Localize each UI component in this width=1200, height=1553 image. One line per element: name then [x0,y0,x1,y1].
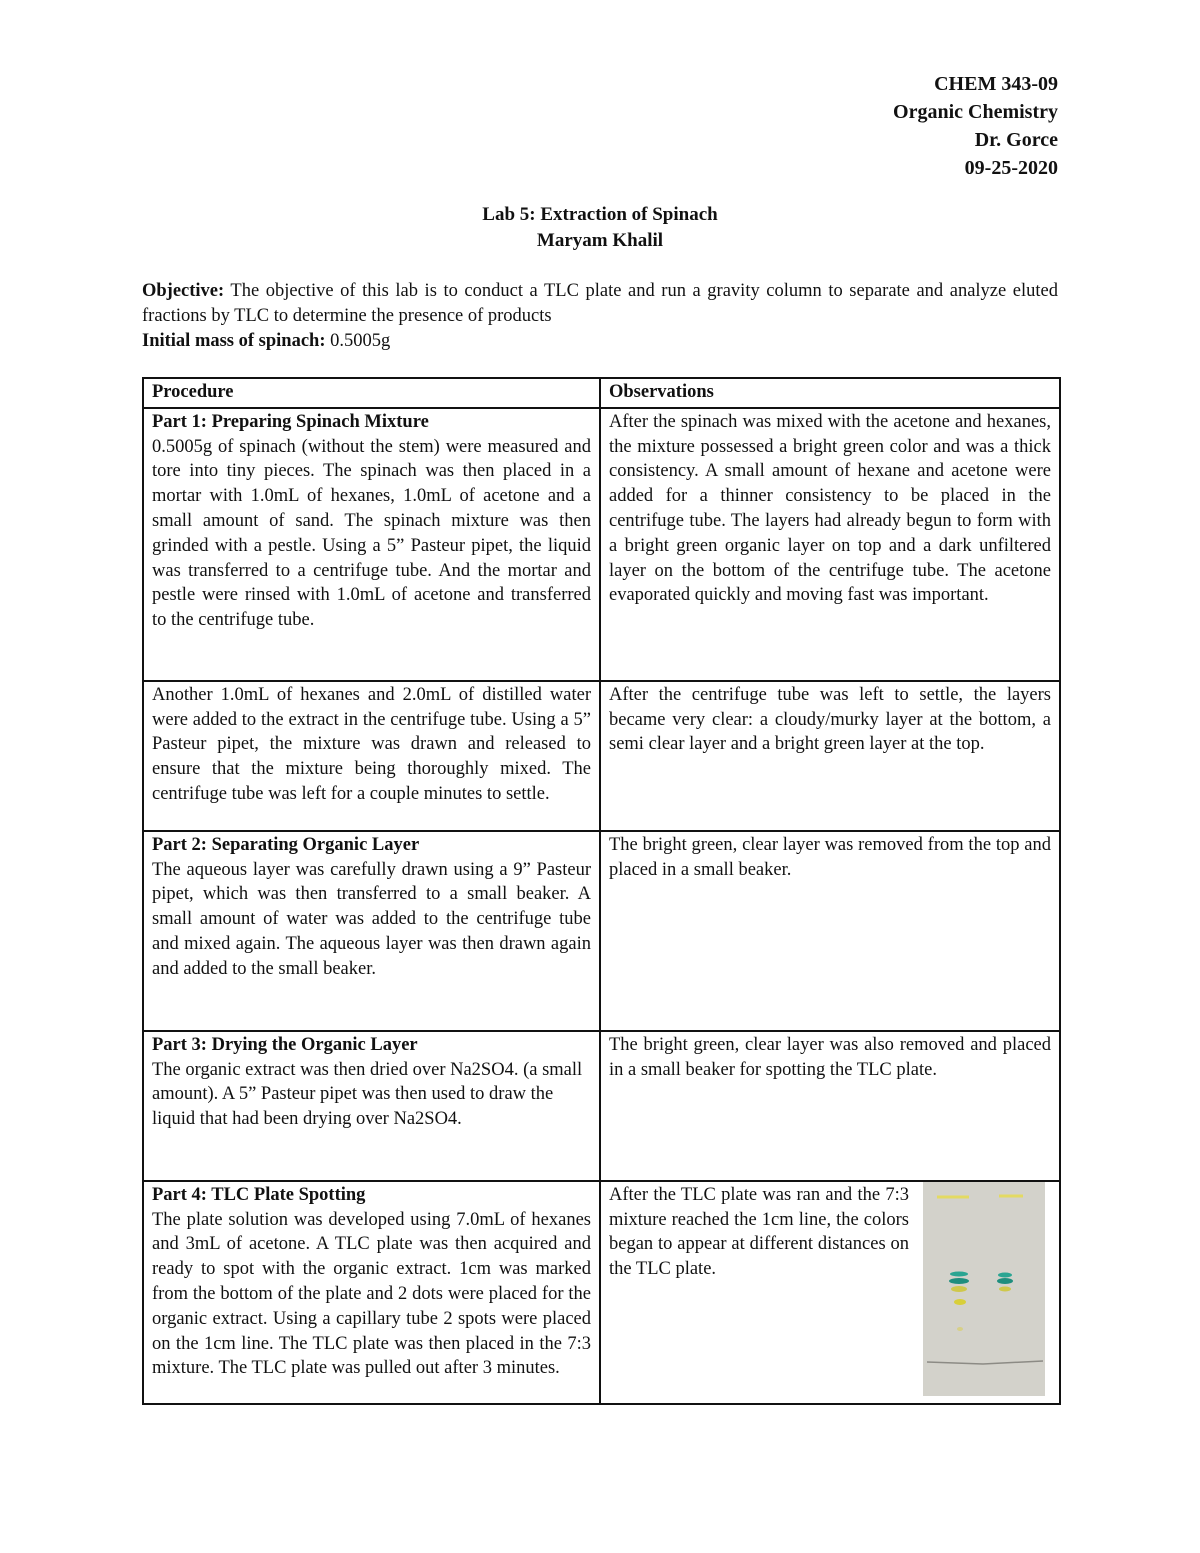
table-row [143,1181,1060,1404]
table-row [143,408,1060,681]
procedure-text: The organic extract was then dried over Na2SO4. (a small amount). A 5” Pasteur pipet was then used to draw the liquid that had been drying over Na2SO4. [152,1059,583,1130]
observation-text: After the spinach was mixed with the acetone and hexanes, the mixture possessed a bright green color and was a thick consistency. A small amount of hexane and acetone were added for a thinner consistency to be placed in the centrifuge tube. The layers had already begun to form with a bright green organic layer on top and a dark unfiltered layer on the bottom of the centrifuge tube. The acetone evaporated quickly and moving fast was important. [609,411,1051,606]
left-spot-middle-band [949,1278,969,1284]
observation-text: After the centrifuge tube was left to settle, the layers became very clear: a cloudy/murky layer at the bottom, a semi clear layer and a bright green layer at the top. [609,684,1051,755]
table-row [143,681,1060,831]
procedure-text: The plate solution was developed using 7.0mL of hexanes and 3mL of acetone. A TLC plate was then acquired and ready to spot with the organic extract. 1cm was marked from the bottom of the plate and 2 dots were placed for the organic extract. Using a capillary tube 2 spots were placed on the 1cm line. The TLC plate was then placed in the 7:3 mixture. The TLC plate was pulled out after 3 minutes. [152,1209,591,1379]
part-title: Part 1: Preparing Spinach Mixture [152,411,429,432]
procedure-column-header: Procedure [143,378,600,408]
procedure-text: Another 1.0mL of hexanes and 2.0mL of distilled water were added to the extract in the centrifuge tube. Using a 5” Pasteur pipet, the mixture was drawn and released to ensure that the mixture being thoroughly mixed. The centrifuge tube was left for a couple minutes to settle. [152,684,591,804]
lab-title-block [0,202,1200,254]
initial-mass-line [142,329,1058,354]
report-date: 09-25-2020 [964,157,1058,179]
table-row [143,1031,1060,1181]
observations-column-header: Observations [600,378,1060,408]
tlc-plate-photo [923,1182,1045,1396]
lab-title: Lab 5: Extraction of Spinach [482,204,718,225]
observation-text: After the TLC plate was ran and the 7:3 mixture reached the 1cm line, the colors began to appear at different distances on the TLC plate. [609,1184,909,1280]
left-spot-lower-band [954,1299,966,1305]
procedure-text: 0.5005g of spinach (without the stem) were measured and tore into tiny pieces. The spinach was then placed in a mortar with 1.0mL of hexanes, 1.0mL of acetone and a small amount of sand. The spinach mixture was then grinded with a pestle. Using a 5” Pasteur pipet, the liquid was transferred to a centrifuge tube. And the mortar and pestle were rinsed with 1.0mL of acetone and transferred to the centrifuge tube. [152,436,591,631]
initial-mass-label: Initial mass of spinach: [142,331,326,351]
observation-cell [600,681,1060,831]
author-name: Maryam Khalil [536,230,664,251]
procedure-cell [143,408,600,681]
procedure-cell [143,1031,600,1181]
observation-text: The bright green, clear layer was removed from the top and placed in a small beaker. [609,834,1051,880]
objective-paragraph [142,279,1058,329]
initial-mass-value: 0.5005g [325,331,391,351]
procedure-text: The aqueous layer was carefully drawn using a 9” Pasteur pipet, which was then transferred to a small beaker. A small amount of water was added to the centrifuge tube and mixed again. The aqueous layer was then drawn again and added to the small beaker. [152,859,591,979]
procedure-cell [143,1181,600,1404]
observation-cell [600,831,1060,1031]
left-spot-top-band [950,1271,968,1276]
document-header [893,70,1058,182]
part-title: Part 4: TLC Plate Spotting [152,1184,366,1205]
procedure-cell [143,831,600,1031]
course-code: CHEM 343-09 [934,73,1058,95]
course-subject: Organic Chemistry [893,101,1058,123]
observation-cell [600,1181,1060,1404]
observation-cell [600,408,1060,681]
left-spot-yellow-band [951,1286,967,1292]
instructor-name: Dr. Gorce [974,129,1058,151]
right-spot-top-band [998,1272,1012,1277]
procedure-table [142,377,1061,1405]
part-title: Part 3: Drying the Organic Layer [152,1034,418,1055]
observation-with-photo [609,1183,1051,1396]
objective-label: Objective: [142,281,225,301]
procedure-cell [143,681,600,831]
table-header-row [143,378,1060,408]
right-spot-middle-band [997,1278,1013,1284]
right-spot-yellow-band [999,1286,1011,1291]
table-row [143,831,1060,1031]
observation-cell [600,1031,1060,1181]
left-spot-faint [957,1327,963,1331]
intro-section [142,279,1058,354]
part-title: Part 2: Separating Organic Layer [152,834,420,855]
objective-text: The objective of this lab is to conduct a TLC plate and run a gravity column to separate and analyze eluted fractions by TLC to determine the presence of products [142,281,1058,326]
observation-text: The bright green, clear layer was also removed and placed in a small beaker for spotting the TLC plate. [609,1034,1051,1080]
